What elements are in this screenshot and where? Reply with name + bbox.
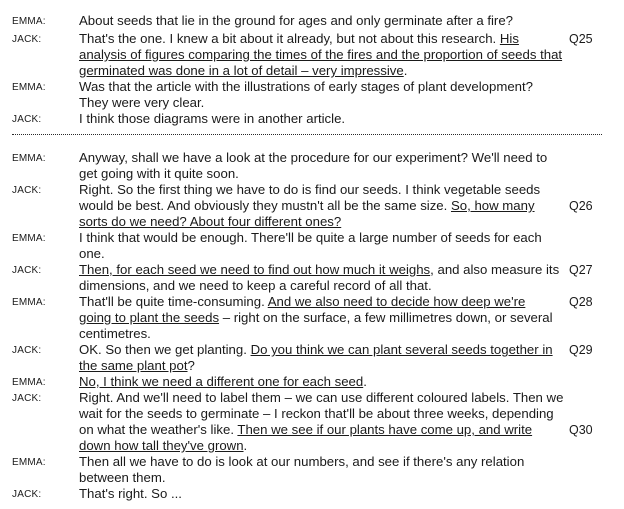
text-segment: get going with it quite soon. [79,166,239,181]
dialogue-text [79,182,540,198]
text-segment: I think that would be enough. There'll be quite a large number of seeds for each [79,230,542,245]
speaker-label: EMMA: [12,153,46,164]
text-segment: That'll be quite time-consuming. [79,294,268,309]
question-number: Q30 [569,423,593,437]
dialogue-text [79,198,535,214]
speaker-label: JACK: [12,489,42,500]
text-segment: . [243,438,248,453]
underlined-answer-text: germinated was done in a lot of detail – very impressive [79,63,404,78]
text-segment: on what the weather's like. [79,422,238,437]
speaker-label: JACK: [12,393,42,404]
underlined-answer-text: going to plant the seeds [79,310,220,325]
dialogue-text [79,422,532,438]
text-segment: OK. So then we get planting. [79,342,251,357]
underlined-answer-text: Then, for each seed we need to find out how much it weighs [79,262,431,277]
text-segment: ? [187,358,195,373]
dialogue-text [79,278,432,294]
speaker-label: EMMA: [12,297,46,308]
speaker-label: JACK: [12,345,42,356]
underlined-answer-text: Then we see if our plants have come up, and write [237,422,533,437]
dialogue-text [79,79,533,95]
speaker-label: EMMA: [12,457,46,468]
dialogue-text [79,230,542,246]
transcript-line [0,486,624,504]
text-segment: one. [79,246,105,261]
speaker-label: EMMA: [12,82,46,93]
speaker-label: JACK: [12,114,42,125]
text-segment: Was that the article with the illustrations of early stages of plant development? [79,79,533,94]
dialogue-text [79,454,524,470]
underlined-answer-text: No, I think we need a different one for each seed [79,374,364,389]
dialogue-text [79,47,562,63]
text-segment: They were very clear. [79,95,205,110]
dialogue-text [79,406,554,422]
speaker-label: EMMA: [12,16,46,27]
underlined-answer-text: analysis of figures comparing the times of the fires and the proportion of seeds that [79,47,563,62]
dialogue-text [79,326,151,342]
transcript-line [0,13,624,31]
text-segment: would be best. And obviously they mustn't all be the same size. [79,198,451,213]
dialogue-text [79,294,525,310]
transcript-line [0,111,624,129]
dialogue-text [79,63,407,79]
dialogue-text [79,246,105,262]
text-segment: between them. [79,470,166,485]
text-segment: wait for the seeds to germinate – I reckon that'll be about three weeks, depending [79,406,554,421]
dialogue-text [79,95,204,111]
text-segment: . [403,63,408,78]
speaker-label: EMMA: [12,233,46,244]
question-number: Q25 [569,32,593,46]
dialogue-text [79,310,553,326]
question-number: Q28 [569,295,593,309]
underlined-answer-text: sorts do we need? About four different ones? [79,214,342,229]
text-segment: Right. So the first thing we have to do is find our seeds. I think vegetable seeds [79,182,541,197]
dialogue-text [79,486,182,502]
dialogue-text [79,31,519,47]
underlined-answer-text: His [499,31,519,46]
underlined-answer-text: down how tall they've grown [79,438,244,453]
dialogue-text [79,214,341,230]
dialogue-text [79,390,563,406]
text-segment: About seeds that lie in the ground for ages and only germinate after a fire? [79,13,513,28]
text-segment: That's the one. I knew a bit about it already, but not about this research. [79,31,500,46]
dialogue-text [79,358,195,374]
dialogue-text [79,150,547,166]
question-number: Q26 [569,199,593,213]
text-segment: – right on the surface, a few millimetres down, or several [219,310,553,325]
underlined-answer-text: the same plant pot [79,358,188,373]
dialogue-text [79,438,247,454]
speaker-label: JACK: [12,265,42,276]
text-segment: . [363,374,367,389]
underlined-answer-text: Do you think we can plant several seeds together in [250,342,553,357]
speaker-label: JACK: [12,185,42,196]
underlined-answer-text: So, how many [450,198,535,213]
speaker-label: EMMA: [12,377,46,388]
underlined-answer-text: And we also need to decide how deep we're [267,294,526,309]
dialogue-text [79,262,559,278]
dialogue-text [79,111,345,127]
speaker-label: JACK: [12,34,42,45]
dialogue-text [79,470,166,486]
section-divider [12,134,602,135]
text-segment: That's right. So ... [79,486,182,501]
text-segment: Right. And we'll need to label them – we can use different coloured labels. Then we [79,390,564,405]
question-number: Q27 [569,263,593,277]
dialogue-text [79,13,513,29]
text-segment: Then all we have to do is look at our numbers, and see if there's any relation [79,454,525,469]
question-number: Q29 [569,343,593,357]
text-segment: centimetres. [79,326,151,341]
text-segment: , and also measure its [430,262,560,277]
text-segment: I think those diagrams were in another article. [79,111,346,126]
text-segment: dimensions, and we need to keep a careful record of all that. [79,278,432,293]
dialogue-text [79,166,239,182]
dialogue-text [79,342,553,358]
dialogue-text [79,374,367,390]
text-segment: Anyway, shall we have a look at the procedure for our experiment? We'll need to [79,150,548,165]
